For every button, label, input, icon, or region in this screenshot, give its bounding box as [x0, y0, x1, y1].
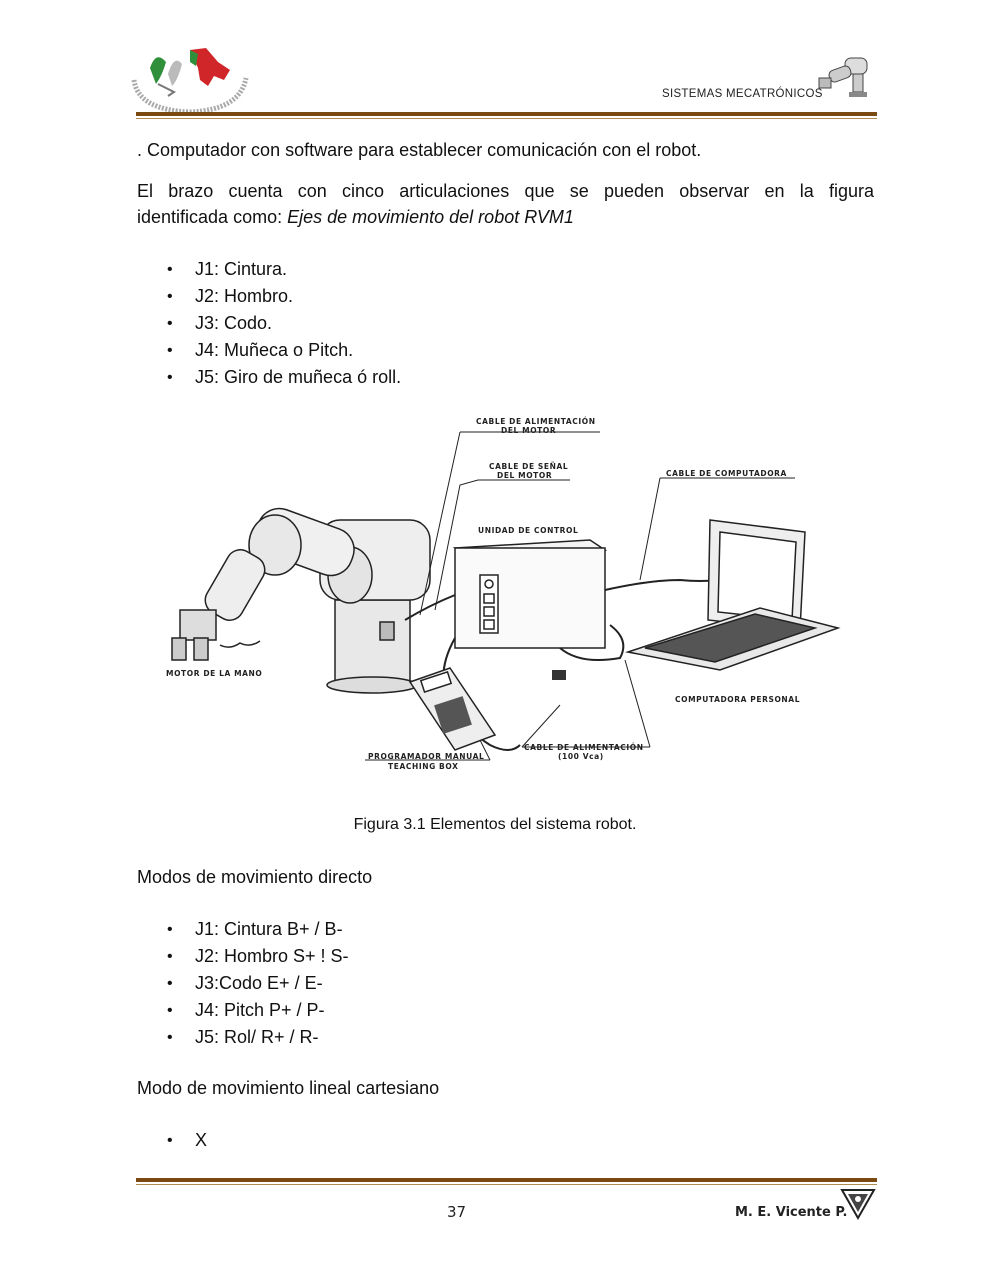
list-item: • J4: Muñeca o Pitch.: [165, 337, 401, 364]
intro-line: . Computador con software para establecer comunicación con el robot.: [137, 140, 702, 160]
label-personal-computer: COMPUTADORA PERSONAL: [675, 695, 801, 704]
label-hand-motor: MOTOR DE LA MANO: [166, 669, 263, 678]
paragraph-line-2: [137, 204, 574, 230]
list-item: • J4: Pitch P+ / P-: [165, 997, 349, 1024]
robot-arm-icon: [815, 52, 875, 102]
label-computer-cable: CABLE DE COMPUTADORA: [666, 469, 787, 478]
figure-reference: Ejes de movimiento del robot RVM1: [287, 207, 574, 227]
paragraph-line-2-prefix: identificada como:: [137, 207, 288, 227]
triangle-emblem-icon: [840, 1186, 876, 1222]
list-item: • J1: Cintura.: [165, 256, 401, 283]
label-control-unit: UNIDAD DE CONTROL: [478, 526, 579, 535]
linear-modes-list: [165, 1127, 207, 1154]
direct-modes-title: Modos de movimiento directo: [137, 867, 373, 887]
label-signal-cable-2: DEL MOTOR: [497, 471, 553, 480]
teaching-box-drawing: [410, 668, 495, 750]
list-item: • J3: Codo.: [165, 310, 401, 337]
label-teaching-box-1: PROGRAMADOR MANUAL: [368, 752, 485, 761]
footer-rule: [136, 1178, 877, 1182]
direct-modes-list: [165, 916, 349, 1051]
label-ac-cable-1: CABLE DE ALIMENTACIÓN: [524, 743, 644, 752]
label-power-cable-1: CABLE DE ALIMENTACIÓN: [476, 417, 596, 426]
list-item: • J2: Hombro S+ ! S-: [165, 943, 349, 970]
list-item: • J3:Codo E+ / E-: [165, 970, 349, 997]
figure-caption: Figura 3.1 Elementos del sistema robot.: [353, 816, 637, 833]
header-rule-thin: [136, 118, 877, 119]
label-signal-cable-1: CABLE DE SEÑAL: [489, 462, 569, 471]
joints-list: [165, 256, 401, 391]
author-name: M. E. Vicente P.: [735, 1205, 848, 1220]
footer-rule-thin: [136, 1184, 877, 1185]
page-number: 37: [447, 1203, 467, 1221]
list-item: • X: [165, 1127, 207, 1154]
robot-arm-drawing: [172, 502, 430, 693]
list-item: • J2: Hombro.: [165, 283, 401, 310]
control-unit-drawing: [455, 540, 605, 648]
label-ac-cable-2: (100 Vca): [558, 752, 604, 761]
robot-system-figure: [160, 400, 850, 780]
label-power-cable-2: DEL MOTOR: [501, 426, 557, 435]
label-teaching-box-2: TEACHING BOX: [388, 762, 459, 771]
list-item: • J5: Rol/ R+ / R-: [165, 1024, 349, 1051]
header-title: SISTEMAS MECATRÓNICOS: [662, 88, 823, 100]
institution-logo-icon: [128, 40, 253, 115]
header-rule: [136, 112, 877, 116]
linear-modes-title: Modo de movimiento lineal cartesiano: [137, 1078, 440, 1098]
list-item: • J5: Giro de muñeca ó roll.: [165, 364, 401, 391]
paragraph-line-1: El brazo cuenta con cinco articulaciones que se pueden observar en la figura: [137, 181, 874, 201]
list-item: • J1: Cintura B+ / B-: [165, 916, 349, 943]
laptop-drawing: [628, 520, 838, 670]
